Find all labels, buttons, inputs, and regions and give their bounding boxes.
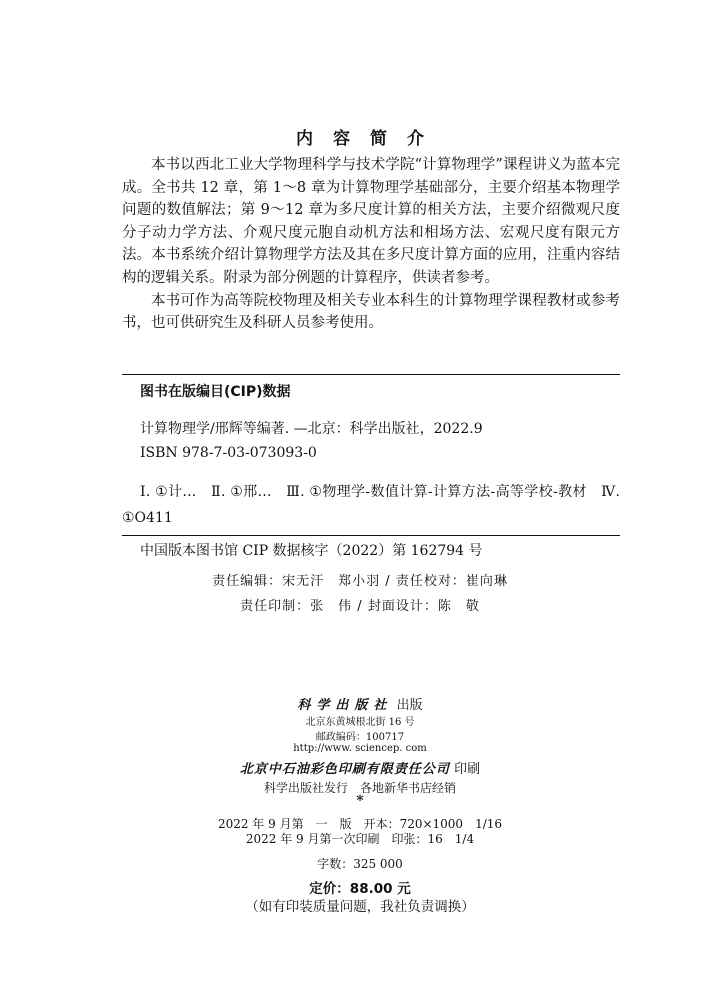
publisher-url: http://www. sciencep. com bbox=[293, 743, 427, 754]
printing-info: 2022 年 9 月第一次印刷 印张：16 1/4 bbox=[245, 832, 475, 846]
cip-isbn: ISBN 978-7-03-073093-0 bbox=[140, 445, 317, 461]
summary-body bbox=[122, 154, 620, 335]
distribution: 科学出版社发行 各地新华书店经销 bbox=[263, 781, 456, 795]
printer-suffix: 印刷 bbox=[454, 762, 481, 777]
editor-credits: 责任编辑：宋无汗 郑小羽 / 责任校对：崔向琳 bbox=[212, 574, 508, 589]
printer-line bbox=[0, 758, 720, 777]
cip-heading: 图书在版编目(CIP)数据 bbox=[140, 384, 291, 400]
publisher-name: 科学出版社 bbox=[297, 698, 393, 713]
cip-bibliographic-line: 计算物理学/邢辉等编著. —北京：科学出版社，2022.9 bbox=[140, 421, 483, 437]
cip-check-number: 中国版本图书馆 CIP 数据核字（2022）第 162794 号 bbox=[140, 543, 483, 559]
edition-info: 2022 年 9 月第 一 版 开本：720×1000 1/16 bbox=[217, 817, 503, 831]
summary-paragraph: 本书以西北工业大学物理科学与技术学院“计算物理学”课程讲义为蓝本完成。全书共 12 章，第 1～8 章为计算物理学基础部分，主要介绍基本物理学问题的数值解法；第 9～12 章为多尺度计算的相关方法，主要介绍微观尺度分子动力学方法、介观尺度元胞自动机方法和相场方法、宏观尺度有限元方法。本书系统介绍计算物理学方法及其在多尺度计算方面的应用，注重内容结构的逻辑关系。附录为部分例题的计算程序，供读者参考。 bbox=[122, 157, 620, 286]
publisher-address: 北京东黄城根北街 16 号 bbox=[305, 717, 415, 728]
quality-notice: （如有印装质量问题，我社负责调换） bbox=[245, 899, 475, 915]
price: 定价：88.00 元 bbox=[309, 881, 411, 897]
divider-top bbox=[122, 374, 620, 375]
printer-name: 北京中石油彩色印刷有限责任公司 bbox=[239, 762, 450, 777]
production-credits: 责任印制：张 伟 / 封面设计：陈 敬 bbox=[240, 599, 480, 614]
word-count: 字数：325 000 bbox=[317, 857, 403, 871]
postcode: 邮政编码：100717 bbox=[315, 732, 405, 743]
divider-bottom bbox=[122, 535, 620, 536]
separator-star: * bbox=[356, 793, 364, 809]
publisher-line bbox=[0, 694, 720, 713]
publisher-suffix: 出版 bbox=[396, 698, 423, 713]
summary-title: 内容简介 bbox=[296, 129, 444, 149]
cip-classification: Ⅰ. ①计… Ⅱ. ①邢… Ⅲ. ①物理学-数值计算-计算方法-高等学校-教材 Ⅳ. ①O411 bbox=[122, 484, 620, 526]
summary-paragraph: 本书可作为高等院校物理及相关专业本科生的计算物理学课程教材或参考书，也可供研究生及科研人员参考使用。 bbox=[122, 292, 620, 332]
